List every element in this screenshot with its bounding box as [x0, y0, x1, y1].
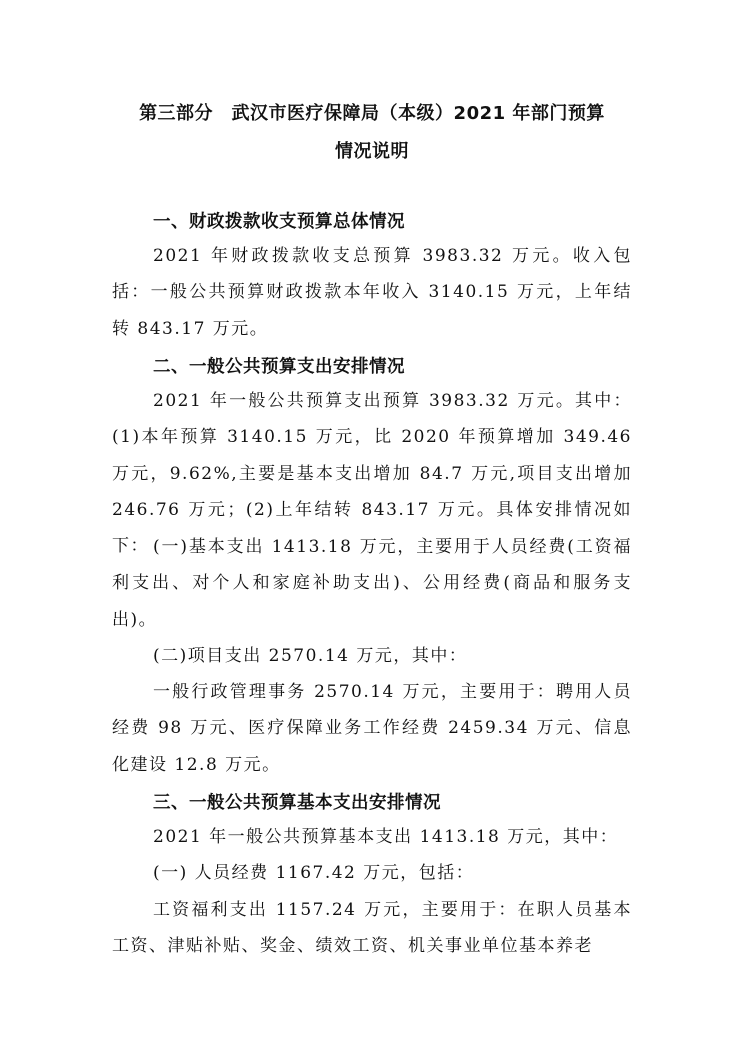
document-title-line-1: 第三部分 武汉市医疗保障局（本级）2021 年部门预算	[139, 103, 605, 124]
section-2-paragraph-1: 2021 年一般公共预算支出预算 3983.32 万元。其中：(1)本年预算 3140.15 万元，比 2020 年预算增加 349.46 万元，9.62%,主要是基本支出增加 84.7 万元,项目支出增加 246.76 万元；(2)上年结转 843.17 万元。具体安排情况如下：	[112, 391, 632, 557]
section-2-paragraph-4: 一般行政管理事务 2570.14 万元，主要用于：聘用人员经费 98 万元、医疗保障业务工作经费 2459.34 万元、信息化建设 12.8 万元。	[112, 682, 632, 775]
section-2-paragraph-3: (二)项目支出 2570.14 万元，其中：	[153, 646, 468, 666]
section-3-heading: 三、一般公共预算基本支出安排情况	[153, 793, 441, 813]
section-2-paragraph-2: (一)基本支出 1413.18 万元，主要用于人员经费(工资福利支出、对个人和家庭补助支出)、公用经费(商品和服务支出)。	[112, 537, 632, 630]
section-2-heading: 二、一般公共预算支出安排情况	[153, 357, 405, 377]
section-3-paragraph-2: (一) 人员经费 1167.42 万元，包括：	[153, 863, 475, 883]
section-1-paragraph-1: 2021 年财政拨款收支总预算 3983.32 万元。收入包括：一般公共预算财政拨款本年收入 3140.15 万元，上年结转 843.17 万元。	[112, 246, 632, 339]
section-1-heading: 一、财政拨款收支预算总体情况	[153, 212, 405, 232]
section-3-paragraph-1: 2021 年一般公共预算基本支出 1413.18 万元，其中：	[153, 827, 619, 847]
section-3-paragraph-3: 工资福利支出 1157.24 万元，主要用于：在职人员基本工资、津贴补贴、奖金、绩效工资、机关事业单位基本养老	[112, 900, 632, 957]
document-title-line-2: 情况说明	[335, 141, 409, 162]
